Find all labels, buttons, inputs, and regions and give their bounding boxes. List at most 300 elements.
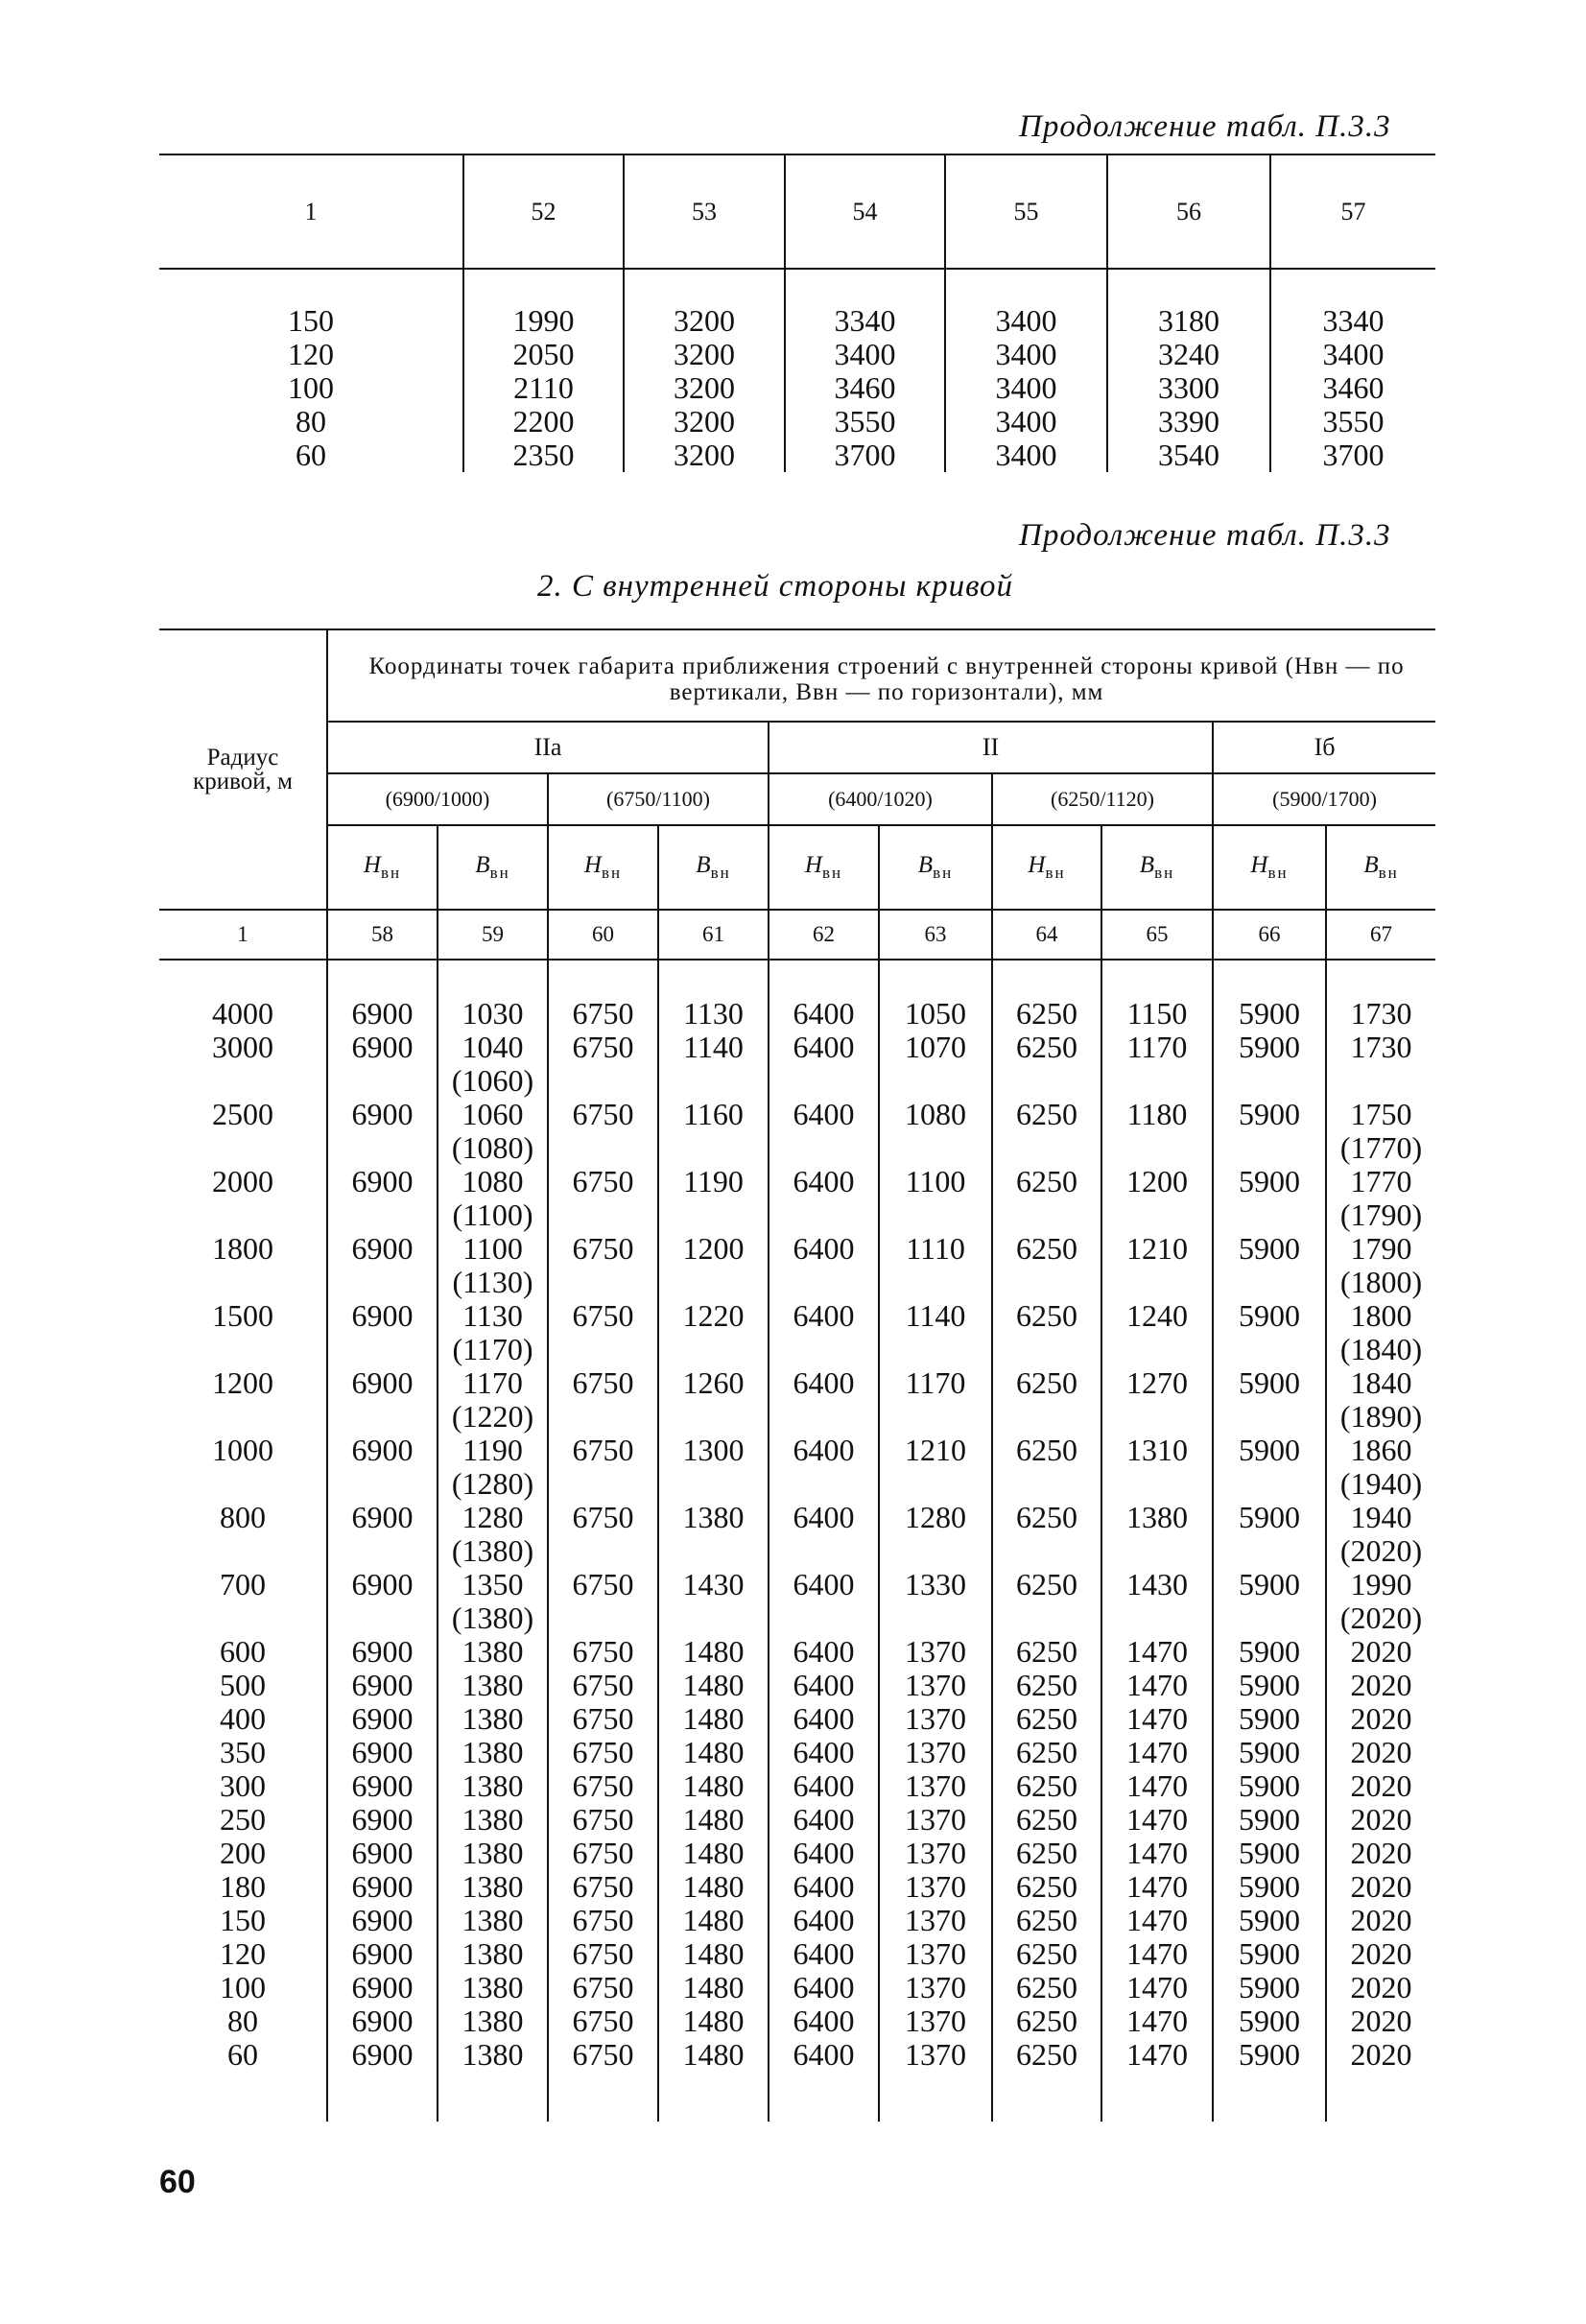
table-inner-side-of-curve [159,628,1435,2122]
b-vn-header [658,825,769,910]
cell-value: 6900 [351,1802,414,1837]
symbol: B [917,852,934,878]
table-row [159,1366,1435,1434]
cell-value: 6250 [1016,1500,1077,1534]
cell-value: 1220 [682,1298,745,1333]
cell-value: 6400 [793,1903,855,1937]
cell-value: 6900 [351,1231,414,1266]
table-cell [658,1937,769,1971]
table-cell [1213,1098,1326,1165]
table-cell [327,1669,438,1702]
table-cell [658,1669,769,1702]
cell-value: 6750 [572,996,634,1031]
cell-value: 1790 [1350,1231,1412,1266]
table-cell [327,1568,438,1635]
table-cell [658,2038,769,2122]
cell-value: 1170 [905,1365,966,1400]
table-cell [548,1232,658,1299]
cell-secondary-value: (1790) [1339,1198,1423,1232]
table-cell: 150 [288,303,334,338]
cell-value: 5900 [1239,1668,1300,1702]
table-cell [548,1366,658,1434]
cell-value: 500 [220,1668,266,1702]
table-cell [159,1937,327,1971]
table-cell: 3200 [624,405,785,439]
cell-value: 6400 [793,1869,855,1904]
h-vn-header [992,825,1101,910]
cell-value: 6400 [793,1097,855,1131]
table-cell [548,960,658,1031]
table-cell: 3400 [945,269,1107,338]
table-cell [1101,1232,1213,1299]
table-cell [658,1837,769,1870]
subgroup-header: (5900/1700) [1213,773,1435,825]
page-number: 60 [159,2164,196,2200]
cell-value: 6250 [1016,1869,1077,1904]
cell-value: 2000 [212,1164,273,1198]
table-cell [327,1165,438,1232]
cell-value: 1470 [1126,1735,1188,1769]
table-cell [658,1635,769,1669]
cell-value: 5900 [1239,1030,1300,1064]
table-cell [327,1870,438,1904]
symbol: B [475,852,490,878]
b-vn-header [1101,825,1213,910]
cell-value: 6400 [793,1802,855,1837]
cell-value: 6750 [572,1701,634,1736]
table-cell [992,2038,1101,2122]
cell-value: 150 [220,1903,266,1937]
cell-value: 1380 [462,1768,524,1803]
group-header-IIa: IIa [327,722,769,773]
table-cell [769,1165,879,1232]
table-cell [159,1434,327,1501]
table-cell [159,1870,327,1904]
cell-value: 6400 [793,1433,855,1467]
header-row [159,154,1435,269]
table-cell [658,1971,769,2004]
table-cell: 2200 [463,405,624,439]
table-cell [1213,1769,1326,1803]
table-cell [879,1870,992,1904]
table-cell [992,1971,1101,2004]
cell-value: 5900 [1239,1433,1300,1467]
cell-value: 1430 [1126,1567,1188,1601]
cell-value: 1280 [905,1500,966,1534]
table-row [159,1736,1435,1769]
table-cell: 3700 [785,439,945,472]
table-cell [327,1837,438,1870]
table-cell [992,2004,1101,2038]
table-cell [327,1736,438,1769]
cell-value: 1370 [905,1802,966,1837]
h-vn-header [1213,825,1326,910]
cell-value: 1370 [905,1701,966,1736]
cell-value: 1210 [905,1433,966,1467]
table-cell [992,1937,1101,1971]
table-cell [159,1299,327,1366]
table-cell [327,1031,438,1098]
table-cell [1101,1736,1213,1769]
table-cell [438,1232,548,1299]
table-cell: 3400 [945,405,1107,439]
table-row [159,2004,1435,2038]
table-cell: 2050 [463,338,624,371]
cell-value: 1200 [682,1231,745,1266]
cell-value: 1380 [462,1936,524,1971]
table-cell [992,1098,1101,1165]
symbol-index: вн [710,864,731,882]
cell-value: 250 [220,1802,266,1837]
cell-value: 6250 [1016,1164,1077,1198]
cell-value: 6900 [351,996,414,1031]
table-cell [1101,1366,1213,1434]
cell-value: 1430 [682,1567,745,1601]
table-cell [658,1702,769,1736]
table-cell [438,1165,548,1232]
cell-value: 100 [220,1970,266,2004]
cell-value: 1300 [682,1433,745,1467]
cell-value: 1470 [1126,1802,1188,1837]
table-cell [1326,1837,1435,1870]
h-vn-header [769,825,879,910]
cell-value: 6900 [351,1668,414,1702]
table-cell [1326,1736,1435,1769]
cell-value: 1210 [1126,1231,1188,1266]
h-vn-header [548,825,658,910]
cell-secondary-value: (1890) [1339,1399,1423,1434]
table-cell [769,2038,879,2122]
cell-value: 1800 [1350,1298,1412,1333]
table-cell [548,2038,658,2122]
table-cell [159,1031,327,1098]
table-cell [769,1031,879,1098]
table-cell [769,1098,879,1165]
table-cell [769,1937,879,1971]
table-cell [438,1803,548,1837]
cell-value: 1470 [1126,1869,1188,1904]
cell-value: 6250 [1016,1903,1077,1937]
cell-value: 2500 [212,1097,273,1131]
b-vn-header [879,825,992,910]
cell-value: 350 [220,1735,266,1769]
table-row [159,1702,1435,1736]
table-cell [1326,1165,1435,1232]
cell-value: 6400 [793,2037,855,2072]
cell-value: 1380 [462,1836,524,1870]
cell-value: 1380 [462,1701,524,1736]
cell-value: 1190 [683,1164,744,1198]
table-cell [992,1702,1101,1736]
cell-value: 6900 [351,1701,414,1736]
table-cell [769,1669,879,1702]
cell-value: 6900 [351,2037,414,2072]
table-cell [1101,1669,1213,1702]
cell-value: 1480 [682,1936,745,1971]
table-cell [769,1870,879,1904]
cell-value: 1990 [1350,1567,1412,1601]
cell-value: 4000 [212,996,273,1031]
cell-value: 1470 [1126,2037,1188,2072]
h-vn-header [327,825,438,910]
cell-secondary-value: (1380) [451,1533,534,1568]
cell-value: 6250 [1016,1634,1077,1669]
table-cell [438,1937,548,1971]
cell-value: 6750 [572,1936,634,1971]
cell-value: 6250 [1016,996,1077,1031]
cell-value: 6900 [351,1030,414,1064]
table-cell [1326,2038,1435,2122]
cell-value: 1470 [1126,1970,1188,2004]
cell-value: 1240 [1126,1298,1188,1333]
column-number: 65 [1101,910,1213,960]
table-cell: 3400 [785,338,945,371]
table-cell [1101,1870,1213,1904]
table-cell [769,1803,879,1837]
cell-value: 6750 [572,1231,634,1266]
cell-value: 6900 [351,1970,414,2004]
cell-value: 1190 [462,1433,523,1467]
cell-value: 1380 [462,1970,524,2004]
table-cell [658,1501,769,1568]
column-header: 53 [624,154,785,269]
table-cell: 3340 [1270,269,1435,338]
cell-value: 5900 [1239,1768,1300,1803]
table-cell [548,1635,658,1669]
table-cell [992,1769,1101,1803]
table-cell [548,1971,658,2004]
cell-value: 5900 [1239,1634,1300,1669]
table-cell: 3400 [945,371,1107,405]
table-cell [1213,1165,1326,1232]
cell-value: 1370 [905,1836,966,1870]
table-cell [159,1568,327,1635]
cell-value: 5900 [1239,1970,1300,2004]
column-header: 54 [785,154,945,269]
cell-secondary-value: (1080) [451,1130,534,1165]
cell-value: 200 [220,1836,266,1870]
cell-value: 6900 [351,1164,414,1198]
table-cell [769,1568,879,1635]
cell-value: 1840 [1350,1365,1412,1400]
cell-value: 1940 [1350,1500,1412,1534]
table-cell: 3200 [624,338,785,371]
table-cell [548,1501,658,1568]
table-cell [992,1366,1101,1434]
cell-value: 6900 [351,2004,414,2038]
table-cell [159,1366,327,1434]
table-cell: 3200 [624,269,785,338]
symbol: B [1139,852,1155,878]
cell-value: 6900 [351,1634,414,1669]
cell-value: 6250 [1016,1836,1077,1870]
table-cell [1101,1299,1213,1366]
cell-value: 2020 [1350,1735,1412,1769]
cell-value: 1370 [905,1970,966,2004]
table-cell [438,1434,548,1501]
table-cell [1101,1837,1213,1870]
cell-secondary-value: (1130) [452,1265,533,1299]
table-cell: 3390 [1107,405,1270,439]
table-cell [159,1669,327,1702]
cell-value: 5900 [1239,1735,1300,1769]
table-cell [879,1165,992,1232]
cell-value: 1030 [462,996,524,1031]
table-cell: 3700 [1270,439,1435,472]
symbol-index: вн [821,864,843,882]
table-cell [1213,1031,1326,1098]
cell-value: 5900 [1239,2037,1300,2072]
table-cell [769,1434,879,1501]
table-cell [159,960,327,1031]
table-cell [769,1769,879,1803]
table-cell: 3300 [1107,371,1270,405]
table-cell [438,1568,548,1635]
table-cell [1326,1971,1435,2004]
cell-value: 6750 [572,1500,634,1534]
cell-value: 1130 [462,1298,523,1333]
table-cell [438,1702,548,1736]
cell-secondary-value: (1770) [1339,1130,1423,1165]
table-cell [992,1165,1101,1232]
table-cell [658,960,769,1031]
table-cell [1101,1165,1213,1232]
table-cell [159,1736,327,1769]
cell-value: 2020 [1350,1668,1412,1702]
cell-value: 6400 [793,2004,855,2038]
cell-value: 5900 [1239,1836,1300,1870]
table-cell [548,1803,658,1837]
cell-value: 1470 [1126,1668,1188,1702]
table-cell [327,2038,438,2122]
cell-value: 1750 [1350,1097,1412,1131]
table-cell [1213,2004,1326,2038]
table-cell: 3340 [785,269,945,338]
cell-secondary-value: (2020) [1339,1533,1423,1568]
table-cell [159,2038,327,2122]
table-cell [879,2004,992,2038]
cell-value: 1310 [1126,1433,1188,1467]
table-cell [159,1904,327,1937]
cell-secondary-value: (1280) [451,1466,534,1501]
cell-value: 1470 [1126,1936,1188,1971]
cell-value: 6900 [351,1735,414,1769]
table-cell [159,1769,327,1803]
cell-value: 1370 [905,1668,966,1702]
table-cell [1326,1702,1435,1736]
group-header-Ib: Iб [1213,722,1435,773]
table-cell [879,1803,992,1837]
table-cell [327,1366,438,1434]
table-cell [1101,2038,1213,2122]
table-cell [1326,1937,1435,1971]
cell-value: 1730 [1350,1030,1412,1064]
table-cell [1326,1098,1435,1165]
table-row [159,439,1435,472]
cell-value: 6900 [351,1836,414,1870]
table-cell [1326,1803,1435,1837]
cell-value: 1480 [682,1869,745,1904]
table-cell [159,1165,327,1232]
cell-value: 6750 [572,1097,634,1131]
cell-value: 1380 [1126,1500,1188,1534]
section-title: 2. С внутренней стороны кривой [537,569,1013,604]
table-cell [438,1669,548,1702]
cell-value: 5900 [1239,1802,1300,1837]
symbol-index: вн [933,864,954,882]
table-cell [1213,1434,1326,1501]
cell-value: 6900 [351,1365,414,1400]
table-cell [879,1568,992,1635]
table-cell [1213,1837,1326,1870]
table-cell [327,1501,438,1568]
table-cell [769,1635,879,1669]
cell-value: 1380 [682,1500,745,1534]
cell-value: 6750 [572,1735,634,1769]
table-cell [769,1232,879,1299]
table-cell [1326,1031,1435,1098]
table-cell: 3200 [624,371,785,405]
cell-value: 1380 [462,1869,524,1904]
cell-value: 6400 [793,1768,855,1803]
table-row [159,1635,1435,1669]
table-cell [438,1870,548,1904]
table-cell [879,1635,992,1669]
table-cell [879,1501,992,1568]
cell-value: 2020 [1350,2004,1412,2038]
table-cell [327,1971,438,2004]
cell-value: 6750 [572,1634,634,1669]
table-cell [1213,1366,1326,1434]
table-cell [1326,1635,1435,1669]
column-number: 61 [658,910,769,960]
cell-value: 6900 [351,1298,414,1333]
table-row [159,1568,1435,1635]
cell-value: 6750 [572,1298,634,1333]
cell-value: 1370 [905,1735,966,1769]
table-cell [769,1501,879,1568]
table-cell [1101,2004,1213,2038]
cell-value: 1370 [905,2004,966,2038]
cell-value: 1370 [905,1869,966,1904]
table-cell [879,1702,992,1736]
table-cell [1326,1366,1435,1434]
cell-value: 6900 [351,1869,414,1904]
cell-value: 1380 [462,1903,524,1937]
table-cell [992,1669,1101,1702]
cell-secondary-value: (1060) [451,1063,534,1098]
cell-value: 1470 [1126,2004,1188,2038]
cell-value: 3000 [212,1030,273,1064]
cell-value: 1380 [462,1802,524,1837]
cell-value: 2020 [1350,1903,1412,1937]
cell-value: 1480 [682,1970,745,2004]
table-cell [1101,1904,1213,1937]
subgroup-header: (6250/1120) [992,773,1213,825]
table-cell [658,1434,769,1501]
table-cell: 120 [288,337,334,371]
table-row [159,1501,1435,1568]
cell-value: 6250 [1016,1567,1077,1601]
cell-value: 1040 [462,1030,524,1064]
cell-value: 1480 [682,1768,745,1803]
table-cell [879,1736,992,1769]
table-cell [879,1366,992,1434]
table-cell [1101,1937,1213,1971]
table-cell [159,1501,327,1568]
cell-secondary-value: (1840) [1339,1332,1423,1366]
table-cell [658,1870,769,1904]
